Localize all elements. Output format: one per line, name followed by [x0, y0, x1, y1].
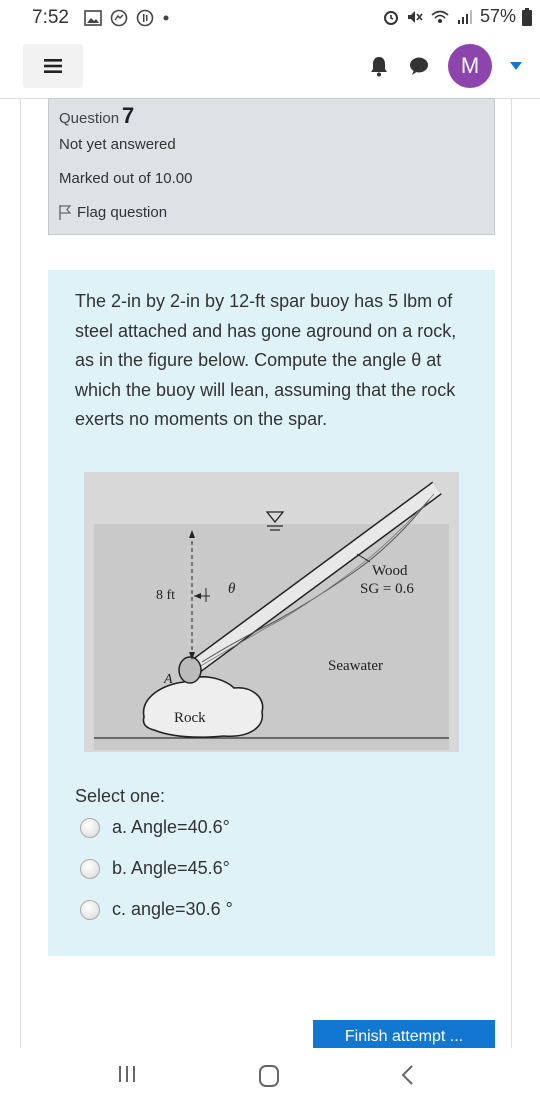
dot-icon	[162, 14, 170, 22]
wifi-icon	[430, 8, 450, 26]
main-content	[20, 98, 512, 1048]
option-c-label[interactable]: c. angle=30.6 °	[112, 899, 233, 919]
answer-option-b[interactable]	[80, 858, 230, 879]
radio-option-b[interactable]	[80, 859, 100, 879]
status-bar	[0, 0, 540, 34]
notification-icons	[84, 9, 170, 27]
wood-label: Wood	[372, 563, 408, 579]
depth-label: 8 ft	[156, 588, 176, 603]
rock-label: Rock	[174, 710, 206, 726]
answer-status: Not yet answered	[59, 136, 176, 153]
battery-icon	[522, 8, 532, 26]
radio-option-c[interactable]	[80, 900, 100, 920]
notification-bell-icon[interactable]	[368, 55, 390, 77]
app-navbar	[0, 34, 540, 99]
hamburger-icon	[44, 58, 62, 74]
point-a-label: A	[164, 672, 173, 687]
answer-option-c[interactable]	[80, 899, 233, 920]
option-a-label[interactable]: a. Angle=40.6°	[112, 817, 230, 837]
system-nav-bar	[0, 1048, 540, 1110]
select-one-label: Select one:	[75, 786, 166, 806]
alarm-icon	[382, 8, 400, 26]
home-icon[interactable]	[257, 1064, 281, 1088]
question-number-value: 7	[122, 103, 135, 128]
steel-weight	[179, 657, 201, 683]
chevron-down-icon[interactable]	[510, 62, 522, 70]
gallery-icon	[84, 10, 102, 26]
question-box	[48, 270, 495, 956]
menu-button[interactable]	[23, 44, 83, 88]
finish-attempt-button[interactable]: Finish attempt ...	[313, 1020, 495, 1054]
angle-label: θ	[228, 581, 236, 597]
user-avatar[interactable]: M	[448, 44, 492, 88]
question-info-panel	[48, 98, 495, 235]
question-label: Question	[59, 110, 120, 127]
spar-buoy-figure	[84, 472, 459, 752]
recent-apps-icon[interactable]	[118, 1064, 136, 1084]
question-text: The 2-in by 2-in by 12-ft spar buoy has 5 lbm of steel attached and has gone aground on a rock, as in the figure below. Compute the angle θ at which the buoy will lean, assuming that the rock exerts no moments on the spar.	[75, 291, 457, 429]
flag-icon	[59, 205, 71, 220]
status-time: 7:52	[32, 7, 69, 28]
answer-option-a[interactable]	[80, 817, 230, 838]
sg-label: SG = 0.6	[360, 581, 414, 597]
podcast-icon	[136, 9, 154, 27]
back-icon[interactable]	[400, 1064, 414, 1086]
system-icons	[382, 6, 532, 27]
seawater-label: Seawater	[328, 658, 383, 674]
battery-percent: 57%	[479, 6, 516, 26]
question-number	[59, 103, 134, 129]
radio-option-a[interactable]	[80, 818, 100, 838]
flag-question-label: Flag question	[77, 204, 168, 221]
signal-icon	[456, 8, 474, 26]
option-b-label[interactable]: b. Angle=45.6°	[112, 858, 230, 878]
marks-info: Marked out of 10.00	[59, 170, 193, 187]
messages-icon[interactable]	[408, 55, 430, 77]
mute-icon	[406, 8, 424, 26]
nav-actions	[368, 44, 522, 88]
flag-question-link[interactable]	[59, 204, 167, 221]
messenger-icon	[110, 9, 128, 27]
